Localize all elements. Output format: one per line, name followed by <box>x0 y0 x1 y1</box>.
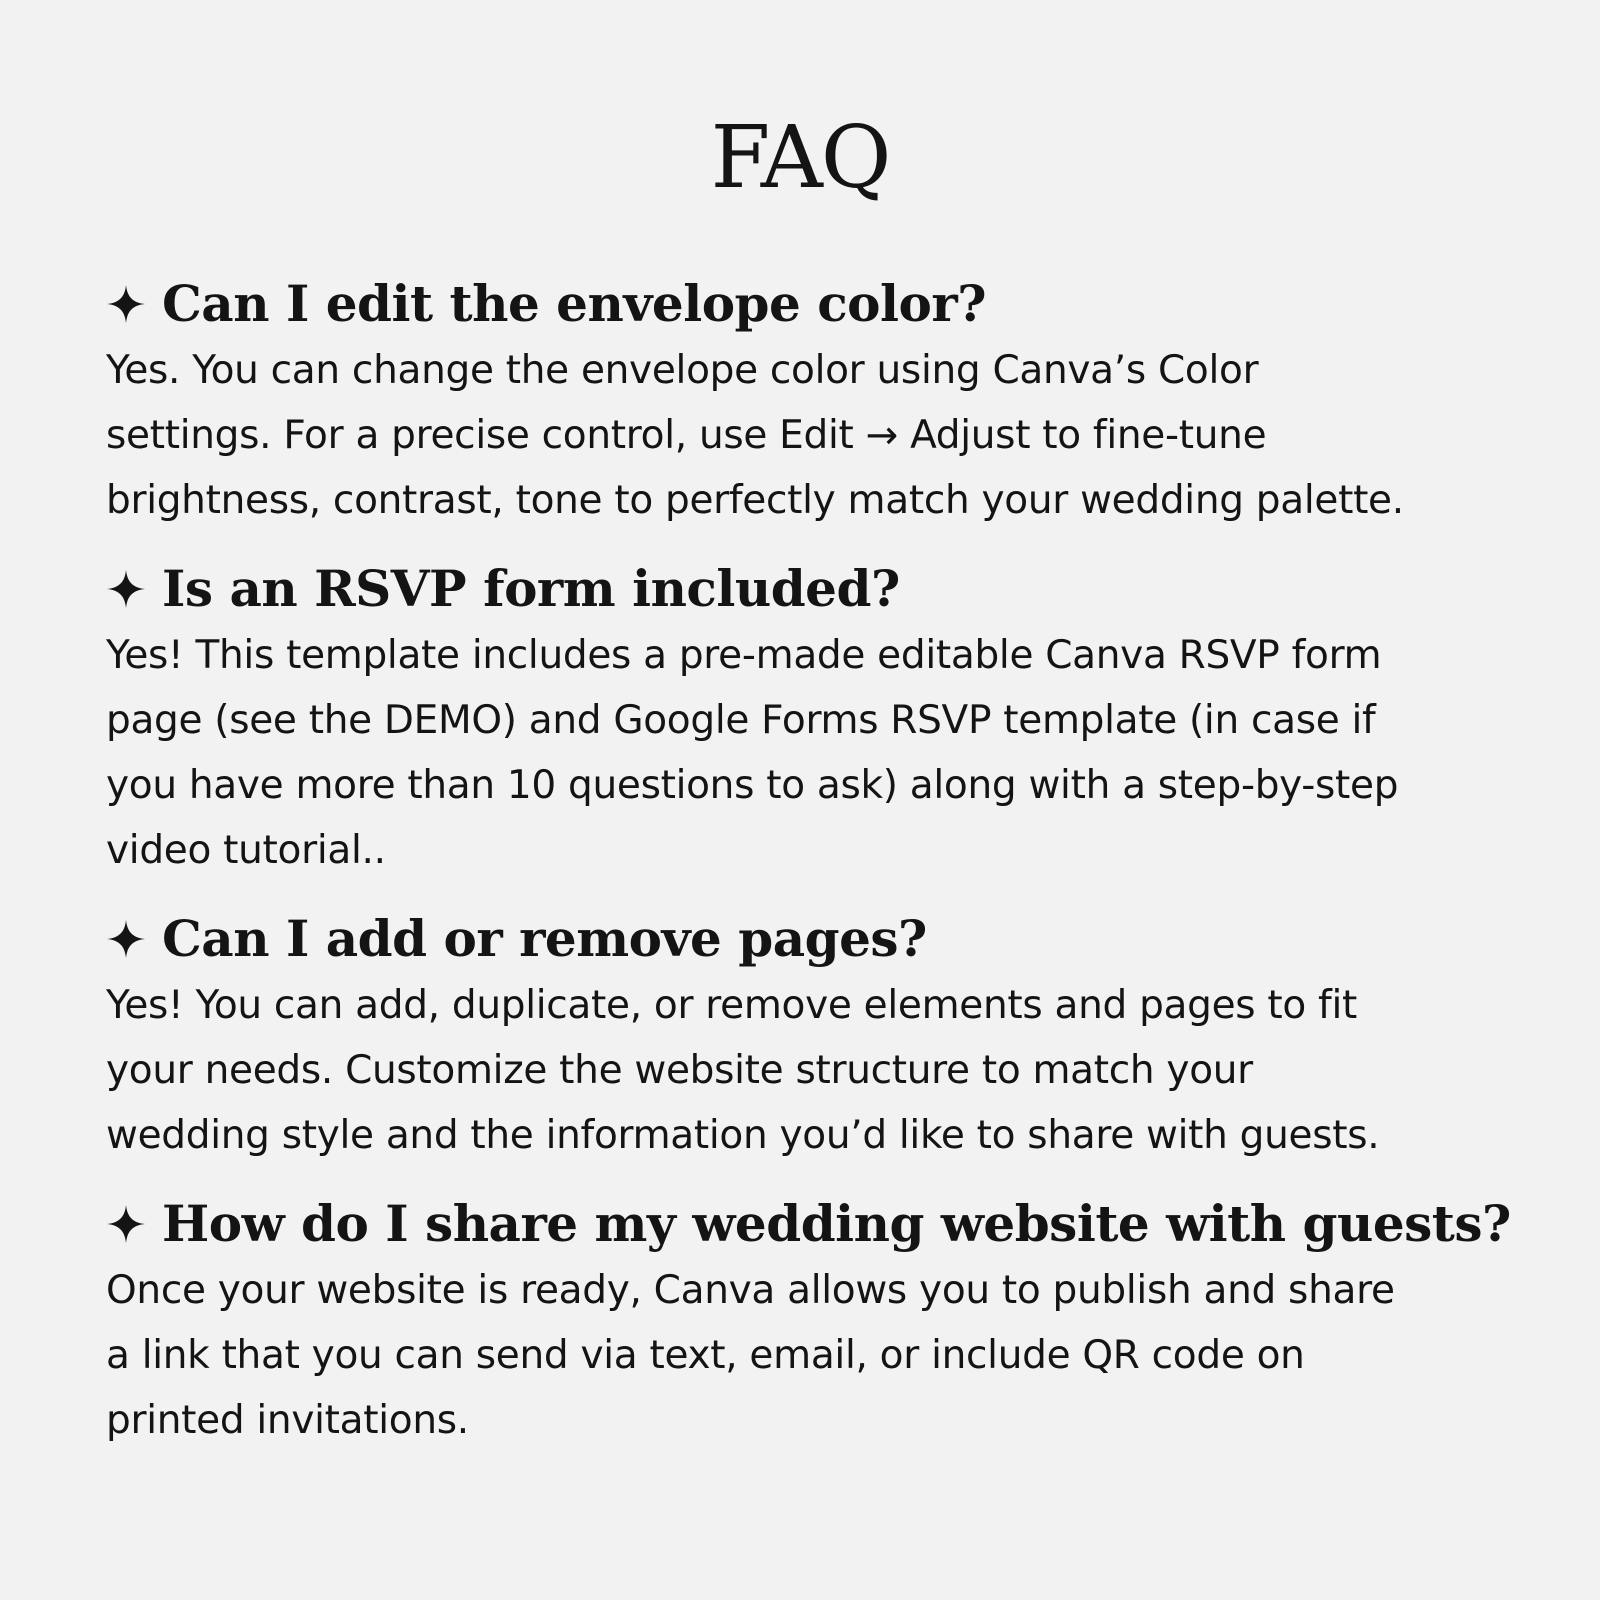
faq-item-share-website <box>106 1190 1526 1453</box>
faq-question-text: How do I share my wedding website with guests? <box>162 1194 1511 1253</box>
faq-question <box>106 555 1526 623</box>
page-title: FAQ <box>710 108 890 208</box>
sparkle-star-icon <box>106 569 146 609</box>
sparkle-star-icon <box>106 284 146 324</box>
faq-answer: Yes! You can add, duplicate, or remove elements and pages to fit your needs. Customize the website structure to match your wedding style and the information you’d like to share with guests. <box>106 983 1380 1158</box>
faq-question <box>106 270 1526 338</box>
faq-answer: Yes! This template includes a pre-made editable Canva RSVP form page (see the DEMO) and Google Forms RSVP template (in case if you have more than 10 questions to ask) along with a step-by-step video tutorial.. <box>106 633 1399 873</box>
sparkle-star-icon <box>106 1204 146 1244</box>
faq-list <box>106 270 1526 1475</box>
faq-question <box>106 1190 1526 1258</box>
faq-item-add-remove-pages <box>106 905 1526 1168</box>
faq-question <box>106 905 1526 973</box>
faq-item-envelope-color <box>106 270 1526 533</box>
faq-question-text: Can I add or remove pages? <box>162 909 927 968</box>
faq-question-text: Can I edit the envelope color? <box>162 274 987 333</box>
faq-answer: Yes. You can change the envelope color using Canva’s Color settings. For a precise control, use Edit → Adjust to fine-tune brightness, contrast, tone to perfectly match your wedding palette. <box>106 348 1404 523</box>
faq-answer: Once your website is ready, Canva allows you to publish and share a link that you can send via text, email, or include QR code on printed invitations. <box>106 1268 1395 1443</box>
sparkle-star-icon <box>106 919 146 959</box>
faq-item-rsvp-form <box>106 555 1526 883</box>
faq-question-text: Is an RSVP form included? <box>162 559 900 618</box>
